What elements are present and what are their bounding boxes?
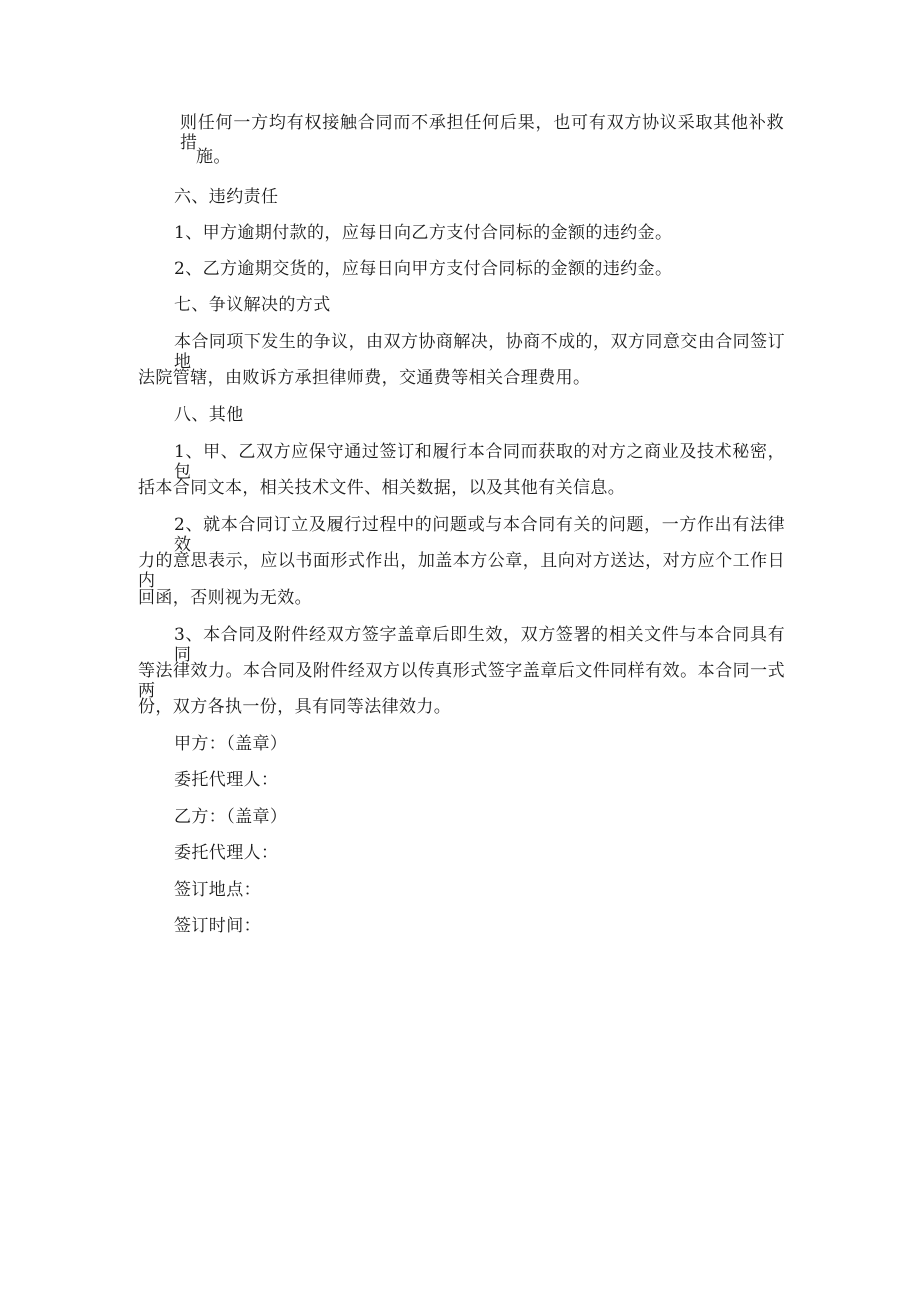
signature-field-agent-a: 委托代理人： [174, 770, 279, 790]
signing-time-field: 签订时间： [174, 916, 261, 936]
paragraph-line: 1、甲方逾期付款的，应每日向乙方支付合同标的金额的违约金。 [174, 223, 673, 243]
section-heading: 六、违约责任 [174, 187, 279, 207]
paragraph-line: 法院管辖，由败诉方承担律师费，交通费等相关合理费用。 [138, 368, 591, 388]
signature-field-party-b: 乙方：（盖章） [174, 807, 288, 827]
paragraph-line: 2、就本合同订立及履行过程中的问题或与本合同有关的问题，一方作出有法律效 [174, 515, 785, 555]
paragraph-line: 回函，否则视为无效。 [138, 588, 312, 608]
signing-place-field: 签订地点： [174, 880, 261, 900]
paragraph-line: 1、甲、乙双方应保守通过签订和履行本合同而获取的对方之商业及技术秘密，包 [174, 442, 785, 482]
paragraph-line: 份，双方各执一份，具有同等法律效力。 [138, 697, 452, 717]
signature-field-party-a: 甲方：（盖章） [174, 734, 288, 754]
paragraph-line: 2、乙方逾期交货的，应每日向甲方支付合同标的金额的违约金。 [174, 259, 673, 279]
paragraph-line: 等法律效力。本合同及附件经双方以传真形式签字盖章后文件同样有效。本合同一式两 [138, 661, 785, 701]
paragraph-line: 则任何一方均有权接触合同而不承担任何后果，也可有双方协议采取其他补救措 [180, 113, 784, 153]
section-heading: 七、争议解决的方式 [174, 295, 331, 315]
paragraph-line: 力的意思表示，应以书面形式作出，加盖本方公章，且向对方送达，对方应个工作日内 [138, 551, 785, 591]
paragraph-line: 施。 [196, 147, 231, 167]
paragraph-line: 本合同项下发生的争议，由双方协商解决，协商不成的，双方同意交由合同签订地 [174, 332, 785, 372]
paragraph-line: 3、本合同及附件经双方签字盖章后即生效，双方签署的相关文件与本合同具有同 [174, 625, 785, 665]
paragraph-line: 括本合同文本，相关技术文件、相关数据，以及其他有关信息。 [138, 478, 626, 498]
signature-field-agent-b: 委托代理人： [174, 843, 279, 863]
section-heading: 八、其他 [174, 405, 244, 425]
